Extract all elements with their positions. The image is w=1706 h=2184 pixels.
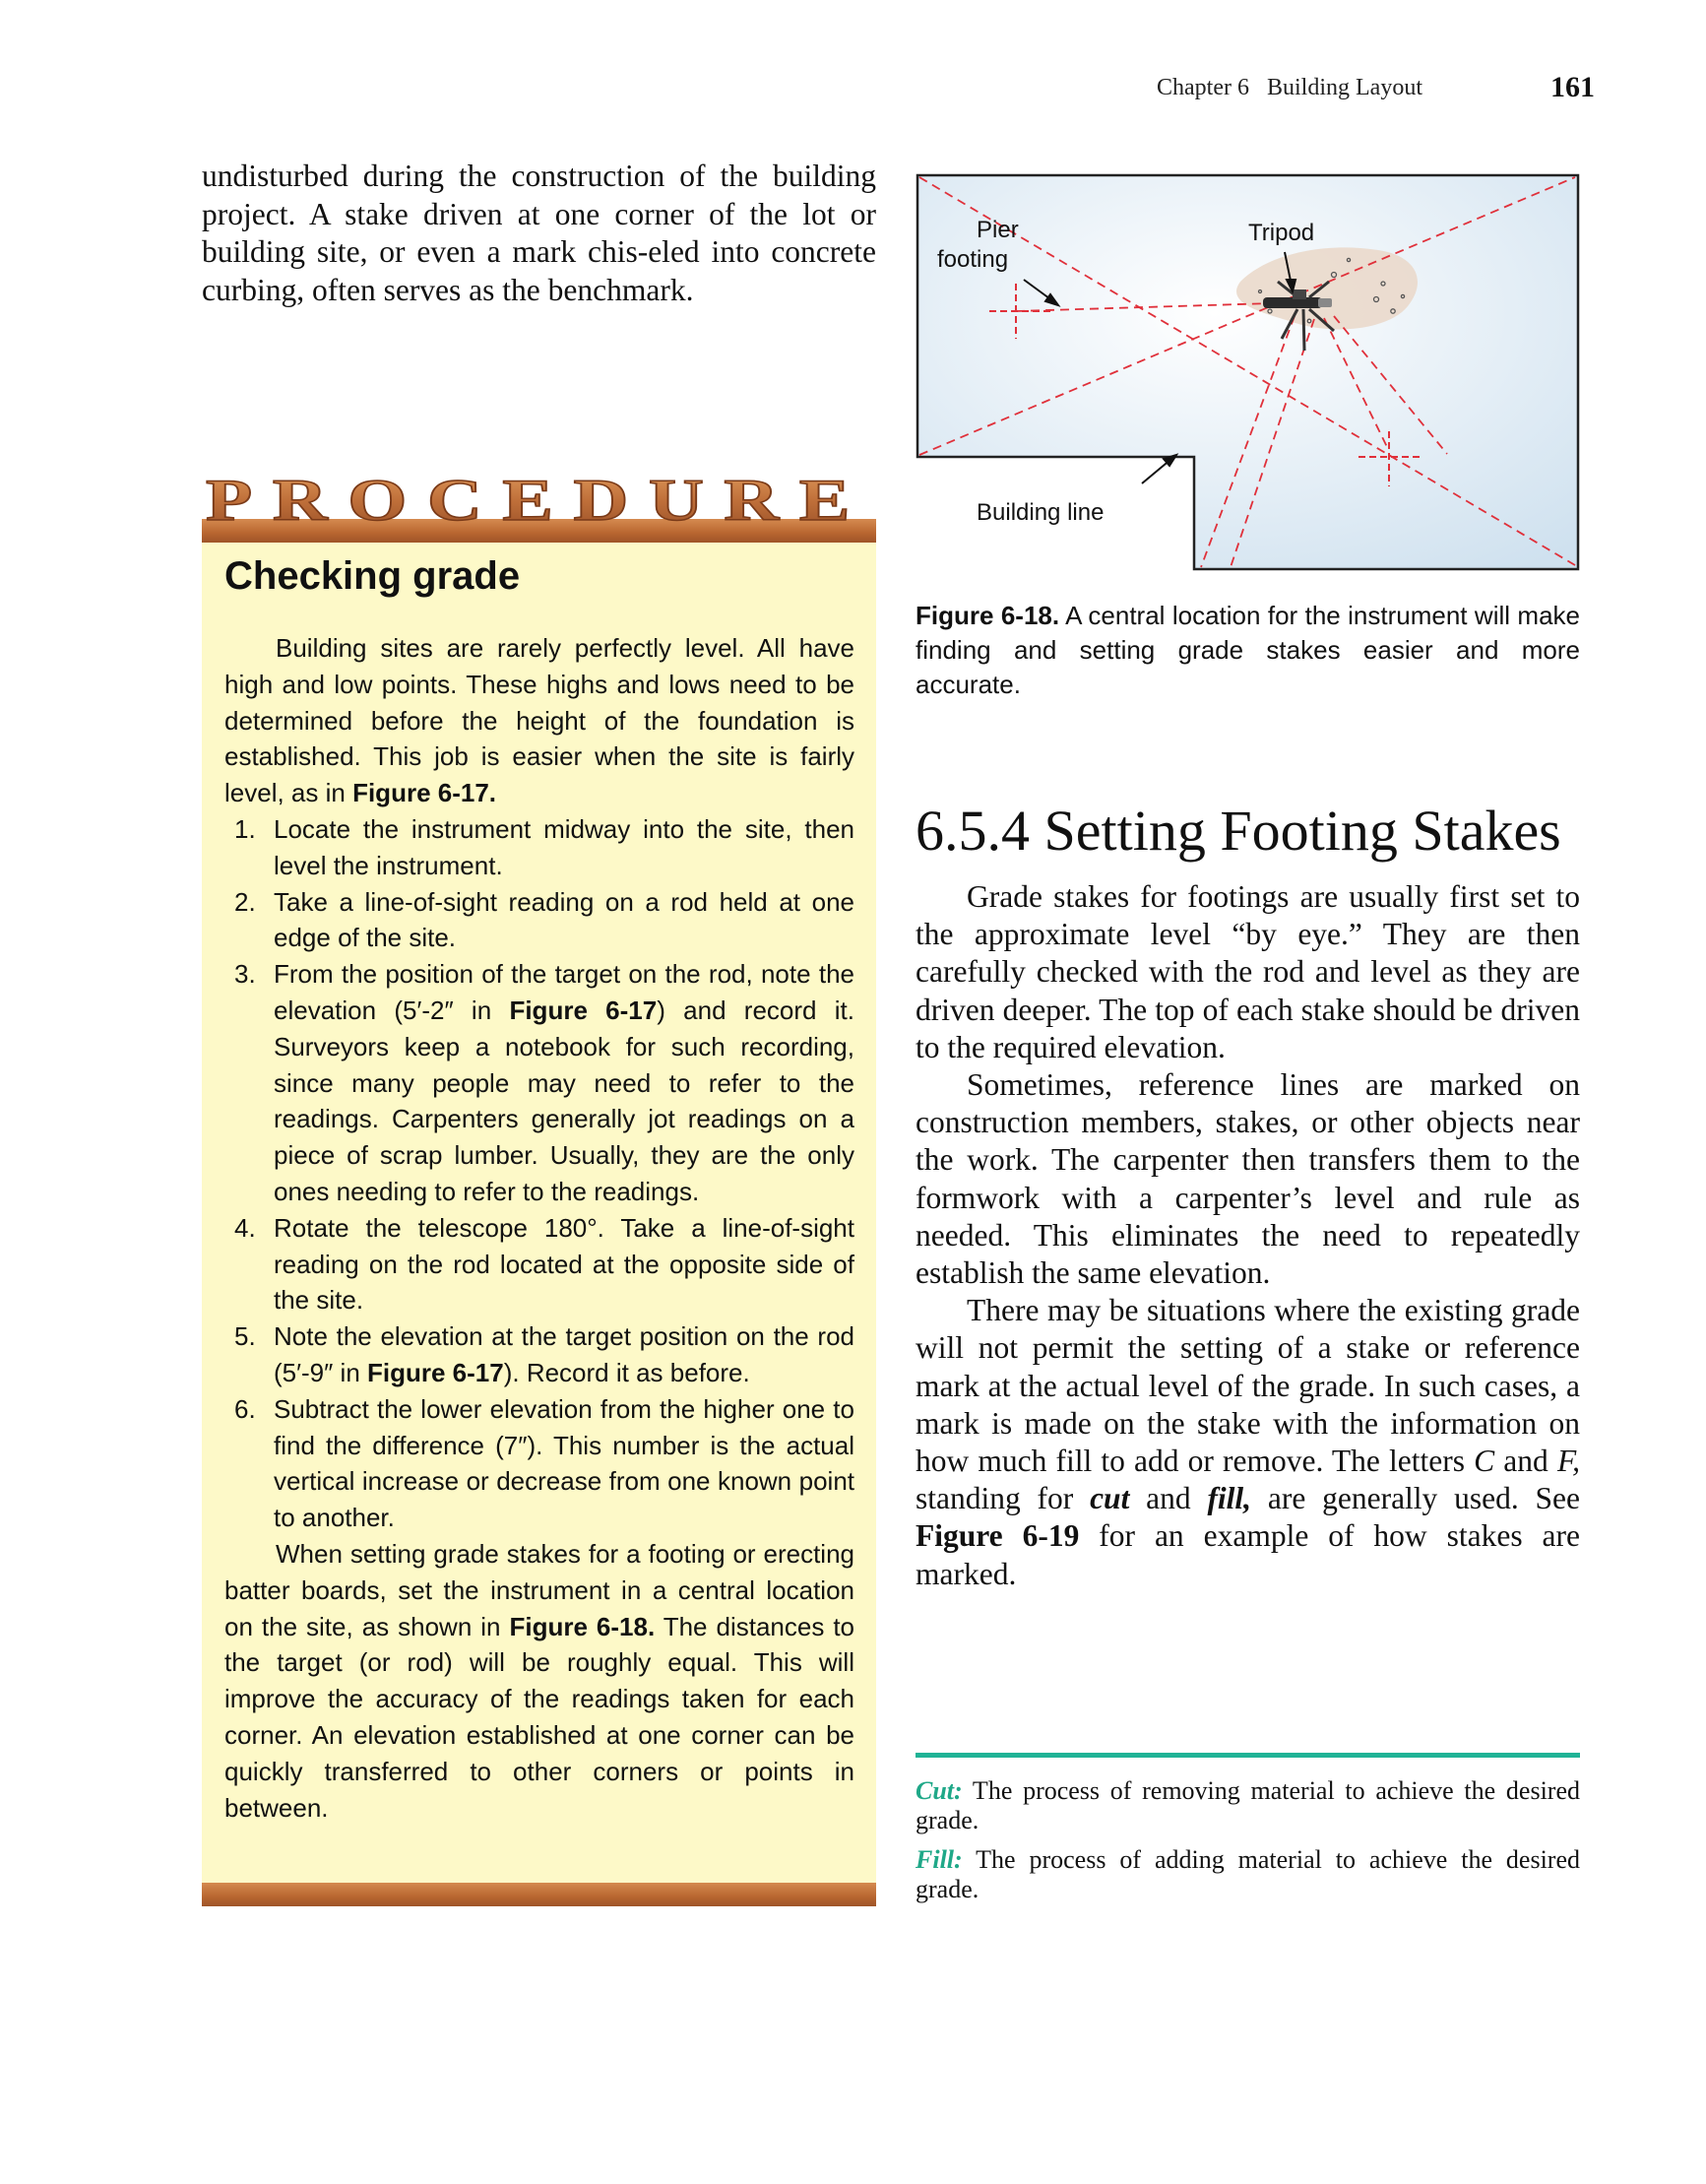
procedure-step: 6. Subtract the lower elevation from the higher one to find the difference (7″). This number is the actual vertical increase or decrease from one known point to another. xyxy=(234,1393,854,1533)
section-heading: 6.5.4 Setting Footing Stakes xyxy=(916,799,1561,863)
procedure-title: Checking grade xyxy=(224,554,521,598)
section-paragraph: Sometimes, reference lines are marked on construction members, stakes, or other objects near the work. The carpenter then transfers them to the formwork with a carpenter’s level and rule as needed. This eliminates the need to repeatedly establish the same elevation. xyxy=(916,1067,1580,1291)
intro-paragraph: undisturbed during the construction of the building project. A stake driven at one corner of the lot or building site, or even a mark chis-eled into concrete curbing, often serves as the benchmark. xyxy=(202,159,876,307)
label-tripod: Tripod xyxy=(1248,220,1315,246)
procedure-step: 1. Locate the instrument midway into the site, then level the instrument. xyxy=(234,813,854,880)
figure-ref: Figure 6-19 xyxy=(916,1518,1080,1554)
term-fill: fill, xyxy=(1207,1481,1252,1516)
figure-ref: Figure 6-17 xyxy=(367,1357,504,1387)
running-head xyxy=(1157,75,1422,101)
section-body xyxy=(916,878,1580,1593)
section-label: Building Layout xyxy=(1267,75,1422,100)
glossary-rule xyxy=(916,1753,1580,1758)
label-building-line: Building line xyxy=(977,499,1105,526)
glossary xyxy=(916,1776,1580,1914)
figure-6-18 xyxy=(916,173,1580,571)
figure-caption-label: Figure 6-18. xyxy=(916,601,1060,630)
procedure-step: 2. Take a line-of-sight reading on a rod held at one edge of the site. xyxy=(234,886,854,953)
procedure-step: 4. Rotate the telescope 180°. Take a line-of-sight reading on the rod located at the opposite side of the site. xyxy=(234,1212,854,1316)
procedure-banner-text: PROCEDURE xyxy=(206,471,870,533)
label-pier: Pier xyxy=(977,217,1019,243)
label-footing: footing xyxy=(937,246,1009,273)
figure-caption: Figure 6-18. A central location for the instrument will make finding and setting grade stakes easier and more accurate. xyxy=(916,601,1581,699)
procedure-bottom-bar xyxy=(202,1883,876,1906)
procedure-step: 5. Note the elevation at the target position on the rod (5′-9″ in Figure 6-17). Record it as before. xyxy=(234,1321,854,1387)
procedure-body xyxy=(224,630,854,1826)
glossary-term: Cut: xyxy=(916,1776,963,1805)
glossary-entry: Cut: The process of removing material to achieve the desired grade. xyxy=(916,1776,1580,1834)
glossary-entry: Fill: The process of adding material to achieve the desired grade. xyxy=(916,1845,1580,1903)
section-paragraph: There may be situations where the existing grade will not permit the setting of a stake or reference mark at the actual level of the grade. In such cases, a mark is made on the stake with the information on how much fill to add or remove. The letters C and F, standing for cut and fill, are generally used. See Figure 6-19 for an example of how stakes are marked. xyxy=(916,1293,1580,1591)
figure-ref: Figure 6-17. xyxy=(352,778,497,808)
procedure-intro: Building sites are rarely perfectly level. All have high and low points. These highs and lows need to be determined before the height of the foundation is established. This job is easier when the site is fairly level, as in Figure 6-17. xyxy=(224,633,854,808)
section-paragraph: Grade stakes for footings are usually first set to the approximate level “by eye.” They are then carefully checked with the rod and level as they are driven deeper. The top of each stake should be driven to the required elevation. xyxy=(916,879,1580,1064)
procedure-step: 3. From the position of the target on the rod, note the elevation (5′-2″ in Figure 6-17) and record it. Surveyors keep a notebook for such recording, since many people may need to refer to the readings. Carpenters generally jot readings on a piece of scrap lumber. Usually, they are the only ones needing to refer to the readings. xyxy=(234,959,854,1206)
page-header xyxy=(1083,71,1595,110)
figure-ref: Figure 6-18. xyxy=(509,1611,656,1641)
term-cut: cut xyxy=(1090,1481,1130,1516)
glossary-term: Fill: xyxy=(916,1845,963,1874)
procedure-closing: When setting grade stakes for a footing or erecting batter boards, set the instrument in a central location on the site, as shown in Figure 6-18. The distances to the target (or rod) will be roughly equal. This will improve the accuracy of the readings taken for each corner. An elevation established at one corner can be quickly transferred to other corners or points in between. xyxy=(224,1538,855,1823)
figure-ref: Figure 6-17 xyxy=(509,995,658,1025)
chapter-label: Chapter 6 xyxy=(1157,75,1249,100)
page-number: 161 xyxy=(1550,71,1595,103)
procedure-steps xyxy=(224,811,854,1536)
